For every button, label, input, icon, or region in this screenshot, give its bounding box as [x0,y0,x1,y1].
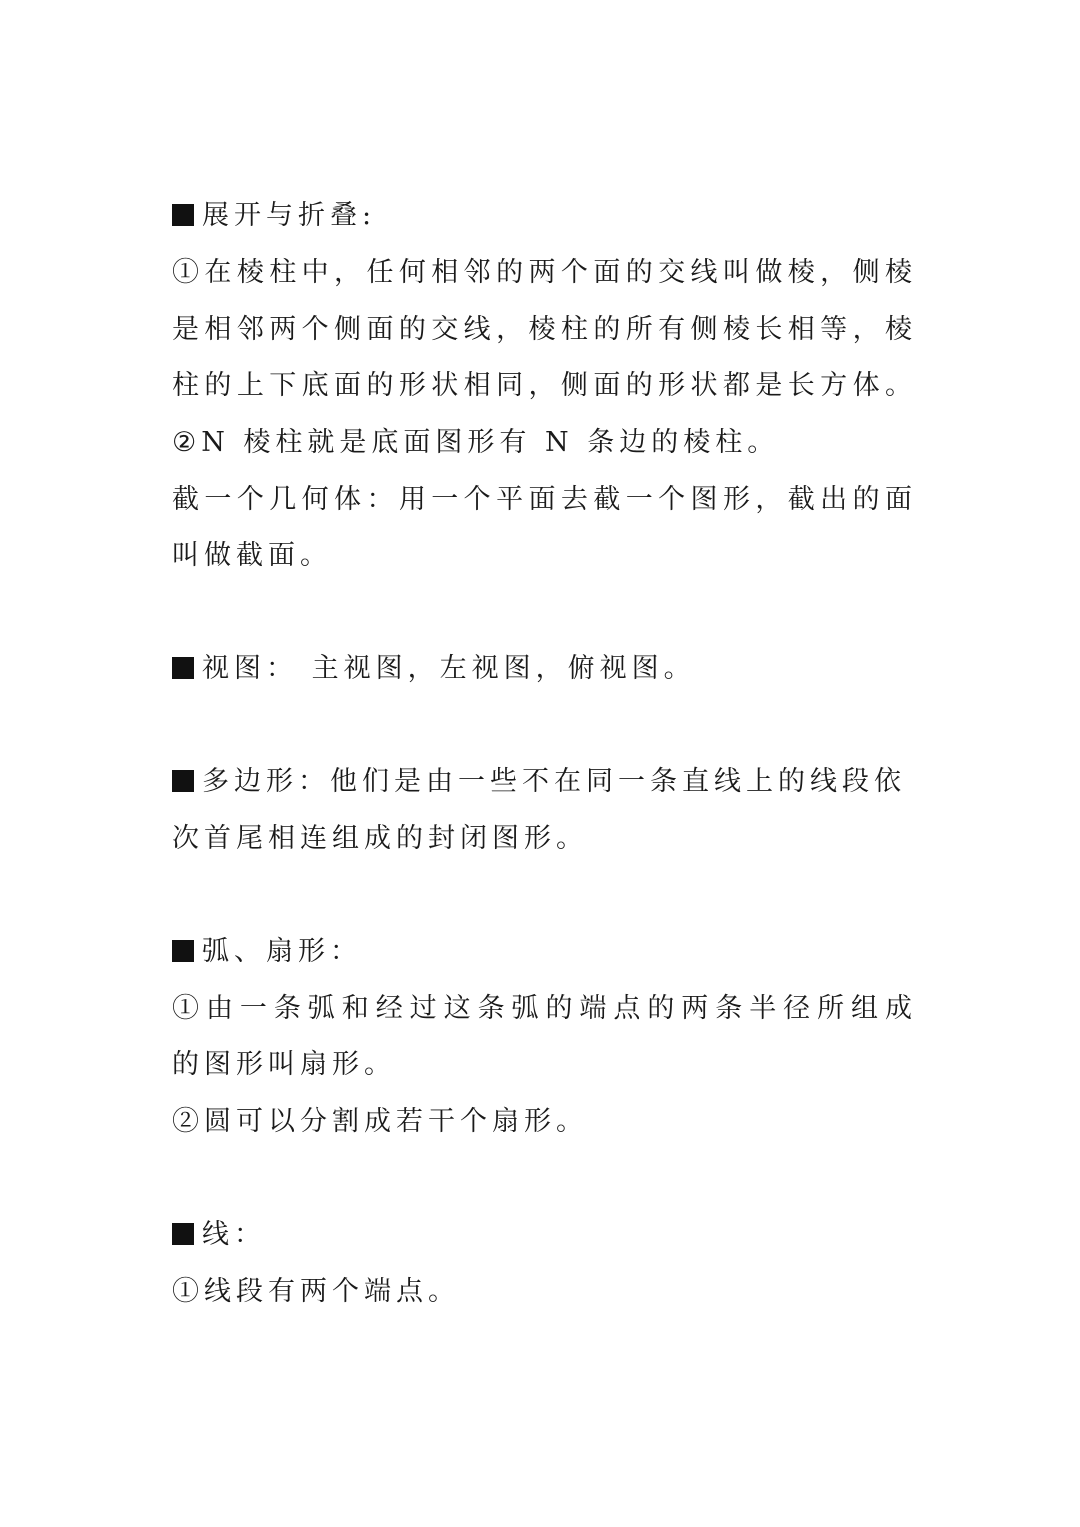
text-line: 截一个几何体：用一个平面去截一个图形，截出的面 [172,484,912,515]
section-heading-views: 视图： 主视图，左视图，俯视图。 [172,649,912,689]
black-square-bullet-icon [172,657,194,679]
section-heading-arc-sector: 弧、扇形： [172,932,912,972]
section-heading-line: 线： [172,1215,912,1255]
section-heading-polygon: 多边形：他们是由一些不在同一条直线上的线段依 [172,762,912,802]
text-line: ②N 棱柱就是底面图形有 N 条边的棱柱。 [172,427,780,458]
black-square-bullet-icon [172,770,194,792]
text-line: 的图形叫扇形。 [172,1049,396,1080]
black-square-bullet-icon [172,1223,194,1245]
text-line: ①在棱柱中，任何相邻的两个面的交线叫做棱，侧棱 [172,257,912,288]
text-line: ①线段有两个端点。 [172,1276,460,1307]
text-line: 叫做截面。 [172,540,332,571]
text-line: 次首尾相连组成的封闭图形。 [172,823,588,854]
black-square-bullet-icon [172,204,194,226]
text-line: ①由一条弧和经过这条弧的端点的两条半径所组成 [172,993,912,1024]
text-line: 是相邻两个侧面的交线，棱柱的所有侧棱长相等，棱 [172,314,912,345]
section-heading-unfold-fold: 展开与折叠: [172,196,912,236]
black-square-bullet-icon [172,940,194,962]
text-line: 柱的上下底面的形状相同，侧面的形状都是长方体。 [172,370,912,401]
text-line: ②圆可以分割成若干个扇形。 [172,1106,588,1137]
